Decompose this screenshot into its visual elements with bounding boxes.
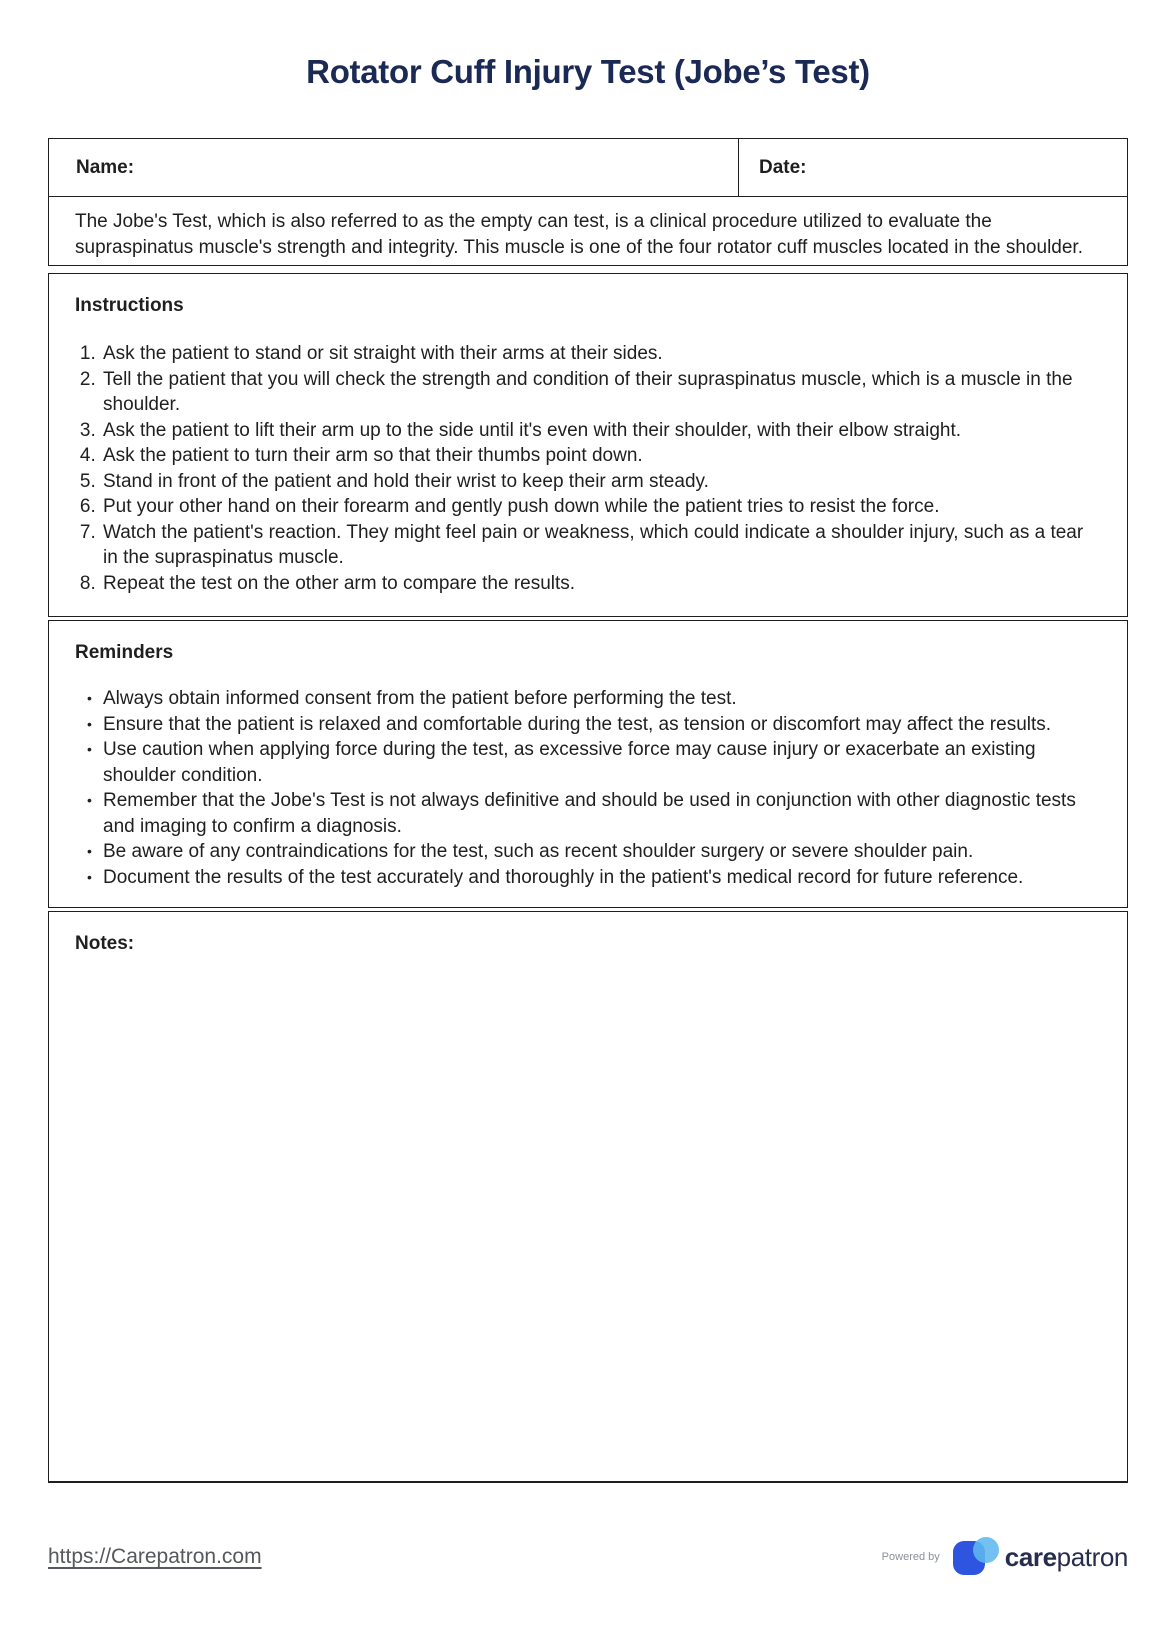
reminder-item: • Ensure that the patient is relaxed and comfortable during the test, as tension or discomfort may affect the results. xyxy=(103,712,1101,738)
reminders-section xyxy=(48,620,1128,908)
reminders-list xyxy=(75,686,1101,890)
instruction-item: 2. Tell the patient that you will check the strength and condition of their supraspinatus muscle, which is a muscle in the shoulder. xyxy=(101,367,1101,418)
wordmark-regular-part: patron xyxy=(1056,1541,1128,1572)
wordmark-bold-part: care xyxy=(1004,1541,1057,1572)
instruction-item: 3. Ask the patient to lift their arm up to the side until it's even with their shoulder, with their elbow straight. xyxy=(101,418,1101,444)
date-field[interactable] xyxy=(739,139,1127,196)
powered-by-label: Powered by xyxy=(881,1551,940,1563)
date-label: Date: xyxy=(759,156,807,178)
instructions-heading: Instructions xyxy=(75,295,184,316)
instructions-section xyxy=(48,273,1128,617)
instruction-item: 8. Repeat the test on the other arm to compare the results. xyxy=(101,571,1101,597)
reminders-heading: Reminders xyxy=(75,642,174,663)
name-date-row xyxy=(49,139,1127,196)
carepatron-link[interactable]: https://Carepatron.com xyxy=(48,1545,262,1568)
instruction-item: 1. Ask the patient to stand or sit straight with their arms at their sides. xyxy=(101,341,1101,367)
name-field[interactable] xyxy=(49,139,739,196)
instruction-item: 5. Stand in front of the patient and hold their wrist to keep their arm steady. xyxy=(101,469,1101,495)
reminder-item: • Remember that the Jobe's Test is not always definitive and should be used in conjunction with other diagnostic tests and imaging to confirm a diagnosis. xyxy=(103,788,1101,839)
notes-section[interactable] xyxy=(48,911,1128,1483)
reminder-item: • Always obtain informed consent from the patient before performing the test. xyxy=(103,686,1101,712)
description-row xyxy=(49,196,1127,265)
page-footer xyxy=(48,1535,1128,1579)
reminder-item: • Use caution when applying force during the test, as excessive force may cause injury or exacerbate an existing shoulder condition. xyxy=(103,737,1101,788)
carepatron-wordmark xyxy=(1005,1542,1128,1573)
notes-label: Notes: xyxy=(75,933,135,954)
patient-info-table xyxy=(48,138,1128,266)
carepatron-brand xyxy=(882,1535,1128,1579)
reminder-item: • Document the results of the test accurately and thoroughly in the patient's medical record for future reference. xyxy=(103,865,1101,891)
carepatron-logo-icon xyxy=(953,1535,1001,1579)
instruction-item: 4. Ask the patient to turn their arm so that their thumbs point down. xyxy=(101,443,1101,469)
logo-light-blob xyxy=(973,1537,999,1563)
instructions-list xyxy=(75,341,1101,596)
reminder-item: • Be aware of any contraindications for the test, such as recent shoulder surgery or severe shoulder pain. xyxy=(103,839,1101,865)
test-description: The Jobe's Test, which is also referred to as the empty can test, is a clinical procedure utilized to evaluate the supraspinatus muscle's strength and integrity. This muscle is one of the four rotator cuff muscles located in the shoulder. xyxy=(75,211,1083,258)
name-label: Name: xyxy=(76,156,135,178)
page-title: Rotator Cuff Injury Test (Jobe’s Test) xyxy=(306,53,870,90)
document-page xyxy=(48,52,1128,1579)
instruction-item: 6. Put your other hand on their forearm and gently push down while the patient tries to resist the force. xyxy=(101,494,1101,520)
instruction-item: 7. Watch the patient's reaction. They might feel pain or weakness, which could indicate a shoulder injury, such as a tear in the supraspinatus muscle. xyxy=(101,520,1101,571)
